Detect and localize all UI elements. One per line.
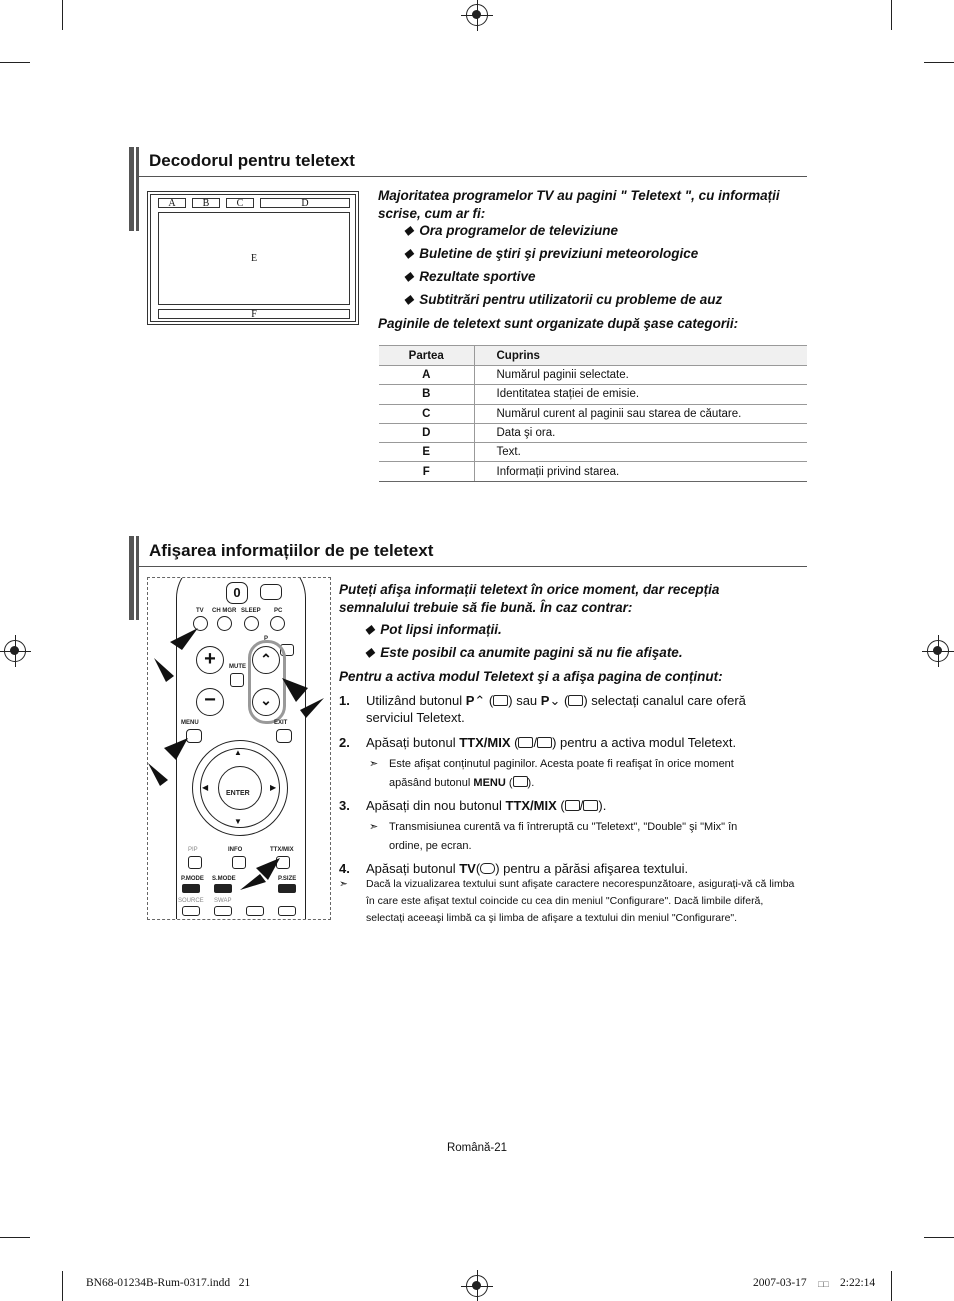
- teletext-icon: [518, 737, 533, 748]
- source-label: SOURCE: [178, 898, 204, 904]
- diagram-area-a: A: [158, 198, 186, 208]
- registration-mark-icon: [466, 1275, 488, 1297]
- pip-label: PIP: [188, 847, 198, 853]
- crop-mark: [924, 1237, 954, 1238]
- table-header: Cuprins: [474, 346, 807, 366]
- table-header: Partea: [379, 346, 474, 366]
- display-bullet-list: [365, 621, 785, 662]
- section-title: Afişarea informațiilor de pe teletext: [149, 541, 434, 560]
- channel-up-button[interactable]: ⌃: [252, 646, 280, 674]
- crop-mark: [62, 1271, 63, 1301]
- footer-time: 2:22:14: [840, 1277, 876, 1289]
- step-1: 1. Utilizând butonul P⌃ ( ) sau P⌄ ( ) selectați canalul care oferă serviciul Teletext.: [339, 693, 746, 725]
- mute-label: MUTE: [229, 664, 246, 670]
- note-arrow-icon: ➣: [369, 821, 379, 833]
- volume-up-button[interactable]: +: [196, 646, 224, 674]
- psize-label: P.SIZE: [278, 876, 297, 882]
- nav-right-icon: ▶: [270, 783, 277, 792]
- step-3: 3. Apăsați din nou butonul TTX/MIX ( / ).: [339, 798, 607, 813]
- nav-down-icon: ▼: [234, 817, 242, 826]
- registration-mark-icon: [4, 640, 26, 662]
- pointer-arrow-menu: [148, 763, 168, 786]
- info-label: INFO: [228, 847, 243, 853]
- page-number: Română-21: [446, 1142, 508, 1154]
- diagram-area-d: D: [260, 198, 350, 208]
- activate-heading: Pentru a activa modul Teletext şi a afişa pagina de conținut:: [339, 669, 723, 684]
- section-title: Decodorul pentru teletext: [149, 151, 355, 170]
- crop-mark: [62, 0, 63, 30]
- pmode-label: P.MODE: [181, 876, 204, 882]
- teletext-screen-diagram: [147, 191, 359, 325]
- display-intro: Puteți afişa informații teletext în orice moment, dar recepția semnalului trebuie să fie bună. În caz contrar:: [339, 582, 720, 615]
- list-item: ◆ Ora programelor de televiziune: [404, 223, 619, 238]
- section-divider: [139, 566, 807, 567]
- final-note: ➣ Dacă la vizualizarea textului sunt afişate caractere necorespunzătoare, asigurați-vă că limba în care este afişat textul coincide cu cea din meniul "Configurare". Dacă limbile diferă, selectați aceeaşi limbă ca şi limba de afişare a textului din meniul "Configurare".: [339, 876, 804, 927]
- sleep-label: SLEEP: [241, 608, 261, 614]
- list-item: ◆ Rezultate sportive: [404, 269, 536, 284]
- teletext-bullet-list: [404, 222, 804, 309]
- section-bar: [129, 536, 134, 620]
- button-0[interactable]: 0: [226, 582, 248, 604]
- teletext-intro: Majoritatea programelor TV au pagini " Teletext ", cu informații scrise, cum ar fi:: [378, 188, 780, 221]
- diagram-area-f: F: [158, 309, 350, 319]
- menu-label: MENU: [181, 720, 199, 726]
- categories-text: Paginile de teletext sunt organizate după şase categorii:: [378, 316, 739, 331]
- step-2: 2. Apăsați butonul TTX/MIX ( / ) pentru a activa modul Teletext.: [339, 735, 737, 750]
- table-row: D Data şi ora.: [379, 423, 807, 442]
- list-item: ◆ Este posibil ca anumite pagini să nu fie afişate.: [365, 645, 683, 660]
- steps-list: [339, 692, 789, 881]
- remote-control-illustration: [147, 577, 331, 920]
- smode-label: S.MODE: [212, 876, 236, 882]
- swap-label: SWAP: [214, 898, 232, 904]
- diagram-area-b: B: [192, 198, 220, 208]
- section-bar: [129, 147, 134, 231]
- nav-up-icon: ▲: [234, 748, 242, 757]
- categories-table: [379, 345, 807, 482]
- table-row: A Numărul paginii selectate.: [379, 366, 807, 385]
- registration-mark-icon: [927, 640, 949, 662]
- crop-mark: [891, 0, 892, 30]
- crop-mark: [0, 1237, 30, 1238]
- note-arrow-icon: ➣: [369, 758, 379, 770]
- pointer-arrow-channel: [300, 698, 324, 718]
- teletext-icon: [565, 800, 580, 811]
- note-arrow-icon: ➣: [339, 878, 348, 890]
- footer-date: 2007-03-17: [753, 1277, 807, 1289]
- footer-glyphs: □□: [818, 1279, 829, 1289]
- table-row: C Numărul curent al paginii sau starea de căutare.: [379, 404, 807, 423]
- volume-down-button[interactable]: −: [196, 688, 224, 716]
- tv-label: TV: [196, 608, 204, 614]
- nav-left-icon: ◀: [202, 783, 209, 792]
- p-label: P: [264, 636, 269, 642]
- list-item: ◆ Pot lipsi informații.: [365, 622, 502, 637]
- teletext-page-up-icon: [493, 695, 508, 706]
- list-item: ◆ Buletine de ştiri şi previziuni meteorologice: [404, 246, 699, 261]
- crop-mark: [891, 1271, 892, 1301]
- pc-label: PC: [274, 608, 283, 614]
- step-2-note: ➣ Este afişat conținutul paginilor. Acesta poate fi reafişat în orice moment apăsând butonul MENU ( ).: [369, 755, 789, 793]
- enter-label: ENTER: [226, 790, 250, 797]
- pointer-arrows: [148, 578, 331, 920]
- channel-down-button[interactable]: ⌄: [252, 688, 280, 716]
- list-item: ◆ Subtitrări pentru utilizatorii cu probleme de auz: [404, 292, 723, 307]
- menu-icon: [513, 776, 528, 787]
- section-divider: [139, 176, 807, 177]
- mix-icon: [537, 737, 552, 748]
- table-header-row: [379, 346, 807, 366]
- teletext-page-down-icon: [568, 695, 583, 706]
- footer-filename: BN68-01234B-Rum-0317.indd 21: [86, 1277, 251, 1289]
- exit-label: EXIT: [274, 720, 288, 726]
- tv-icon: [480, 863, 495, 874]
- diagram-area-e: E: [158, 212, 350, 305]
- diagram-area-c: C: [226, 198, 254, 208]
- ttxmix-label: TTX/MIX: [270, 847, 294, 853]
- mix-icon: [583, 800, 598, 811]
- section-bar: [136, 536, 139, 620]
- crop-mark: [924, 62, 954, 63]
- table-row: E Text.: [379, 443, 807, 462]
- table-row: F Informații privind starea.: [379, 462, 807, 481]
- pointer-arrow-tv: [154, 658, 174, 682]
- chmgr-label: CH MGR: [212, 608, 237, 614]
- pointer-arrow-ttx: [240, 874, 266, 890]
- table-row: B Identitatea stației de emisie.: [379, 385, 807, 404]
- step-3-note: ➣ Transmisiunea curentă va fi întreruptă cu "Teletext", "Double" şi "Mix" în ordine, pe ecran.: [369, 818, 789, 856]
- section-bar: [136, 147, 139, 231]
- registration-mark-icon: [466, 4, 488, 26]
- step-4: 4. Apăsați butonul TV( ) pentru a părăsi afişarea textului.: [339, 861, 689, 876]
- crop-mark: [0, 62, 30, 63]
